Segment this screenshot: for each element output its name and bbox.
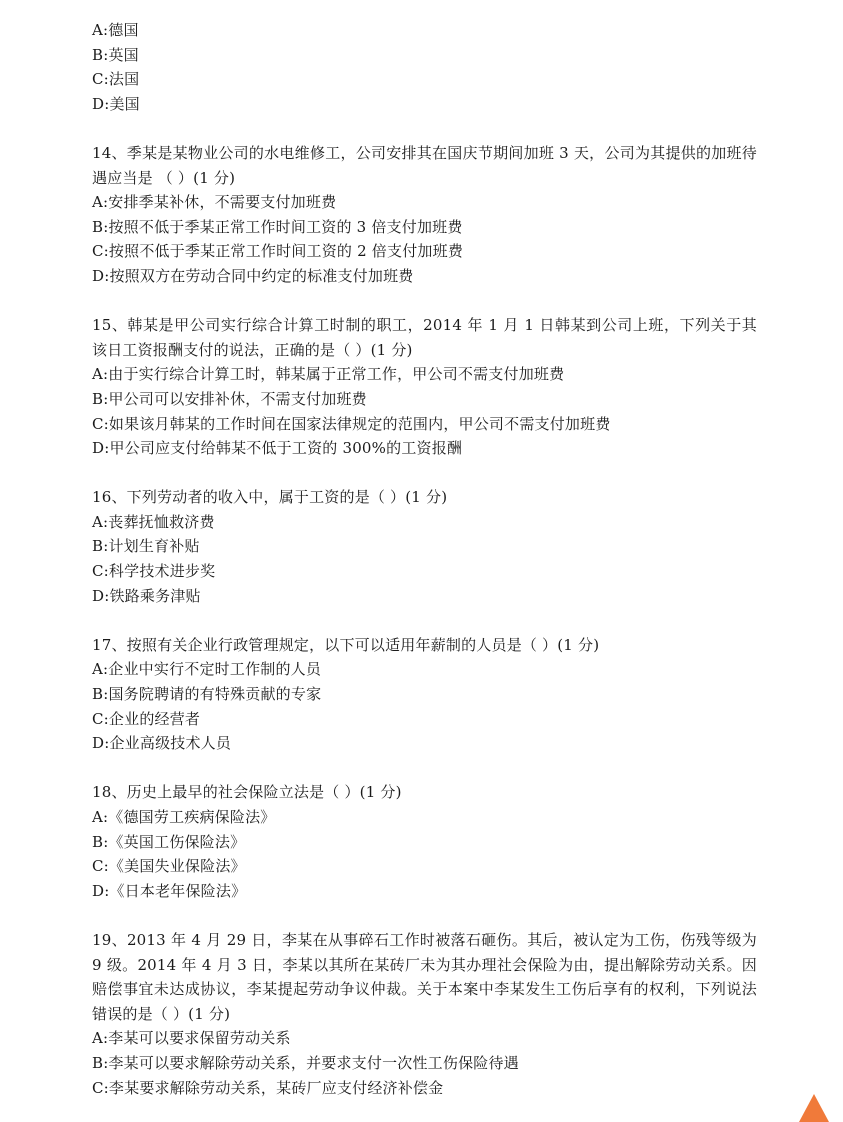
- option-d: D:铁路乘务津贴: [92, 586, 201, 605]
- option-d: D:《日本老年保险法》: [92, 881, 247, 900]
- option-c: C:李某要求解除劳动关系，某砖厂应支付经济补偿金: [92, 1078, 444, 1097]
- option-d: D:企业高级技术人员: [92, 734, 232, 753]
- option-d: D:按照双方在劳动合同中约定的标准支付加班费: [92, 266, 414, 285]
- question-stem: 15、韩某是甲公司实行综合计算工时制的职工，2014 年 1 月 1 日韩某到公司上班，下列关于其该日工资报酬支付的说法，正确的是（ ）(1 分): [92, 316, 757, 359]
- question-17: [92, 633, 757, 756]
- question-18: [92, 780, 757, 903]
- question-19: [92, 928, 757, 1100]
- option-b: B:英国: [92, 45, 139, 64]
- option-b: B:《英国工伤保险法》: [92, 832, 246, 851]
- question-stem: 17、按照有关企业行政管理规定，以下可以适用年薪制的人员是（ ）(1 分): [92, 635, 600, 654]
- option-a: A:由于实行综合计算工时，韩某属于正常工作，甲公司不需支付加班费: [92, 365, 565, 384]
- question-stem: 18、历史上最早的社会保险立法是（ ）(1 分): [92, 783, 402, 802]
- question-15: [92, 313, 757, 461]
- question-stem: 19、2013 年 4 月 29 日，李某在从事碎石工作时被落石砸伤。其后，被认定为工伤，伤残等级为 9 级。2014 年 4 月 3 日，李某以其所在某砖厂未为其办理社会保险为由，提出解除劳动关系。因赔偿事宜未达成协议，李某提起劳动争议仲裁。关于本案中李某发生工伤后享有的权利，下列说法错误的是（ ）(1 分): [92, 930, 757, 1023]
- option-c: C:按照不低于季某正常工作时间工资的 2 倍支付加班费: [92, 242, 464, 261]
- option-a: A:《德国劳工疾病保险法》: [92, 808, 276, 826]
- option-a: A:企业中实行不定时工作制的人员: [92, 660, 322, 679]
- option-a: A:德国: [92, 21, 139, 39]
- option-d: D:美国: [92, 94, 140, 113]
- option-a: A:李某可以要求保留劳动关系: [92, 1029, 291, 1048]
- question-14: [92, 141, 757, 289]
- option-c: C:《美国失业保险法》: [92, 857, 246, 876]
- option-c: C:科学技术进步奖: [92, 562, 216, 581]
- option-a: A:丧葬抚恤救济费: [92, 512, 215, 531]
- question-stem: 16、下列劳动者的收入中，属于工资的是（ ）(1 分): [92, 488, 448, 507]
- question-stem: 14、季某是某物业公司的水电维修工，公司安排其在国庆节期间加班 3 天，公司为其提供的加班待遇应当是 （ ）(1 分): [92, 143, 757, 187]
- option-c: C:企业的经营者: [92, 709, 201, 728]
- question-16: [92, 485, 757, 608]
- exam-content: [92, 18, 757, 1100]
- option-b: B:甲公司可以安排补休，不需支付加班费: [92, 389, 367, 408]
- option-b: B:李某可以要求解除劳动关系，并要求支付一次性工伤保险待遇: [92, 1053, 519, 1072]
- option-c: C:法国: [92, 70, 140, 89]
- option-d: D:甲公司应支付给韩某不低于工资的 300%的工资报酬: [92, 439, 463, 458]
- option-a: A:安排季某补休，不需要支付加班费: [92, 193, 337, 212]
- question-13-options: [92, 18, 757, 116]
- option-c: C:如果该月韩某的工作时间在国家法律规定的范围内，甲公司不需支付加班费: [92, 414, 611, 433]
- option-b: B:国务院聘请的有特殊贡献的专家: [92, 685, 322, 704]
- scroll-top-triangle-icon[interactable]: [799, 1094, 829, 1122]
- option-b: B:计划生育补贴: [92, 537, 200, 556]
- option-b: B:按照不低于季某正常工作时间工资的 3 倍支付加班费: [92, 217, 463, 236]
